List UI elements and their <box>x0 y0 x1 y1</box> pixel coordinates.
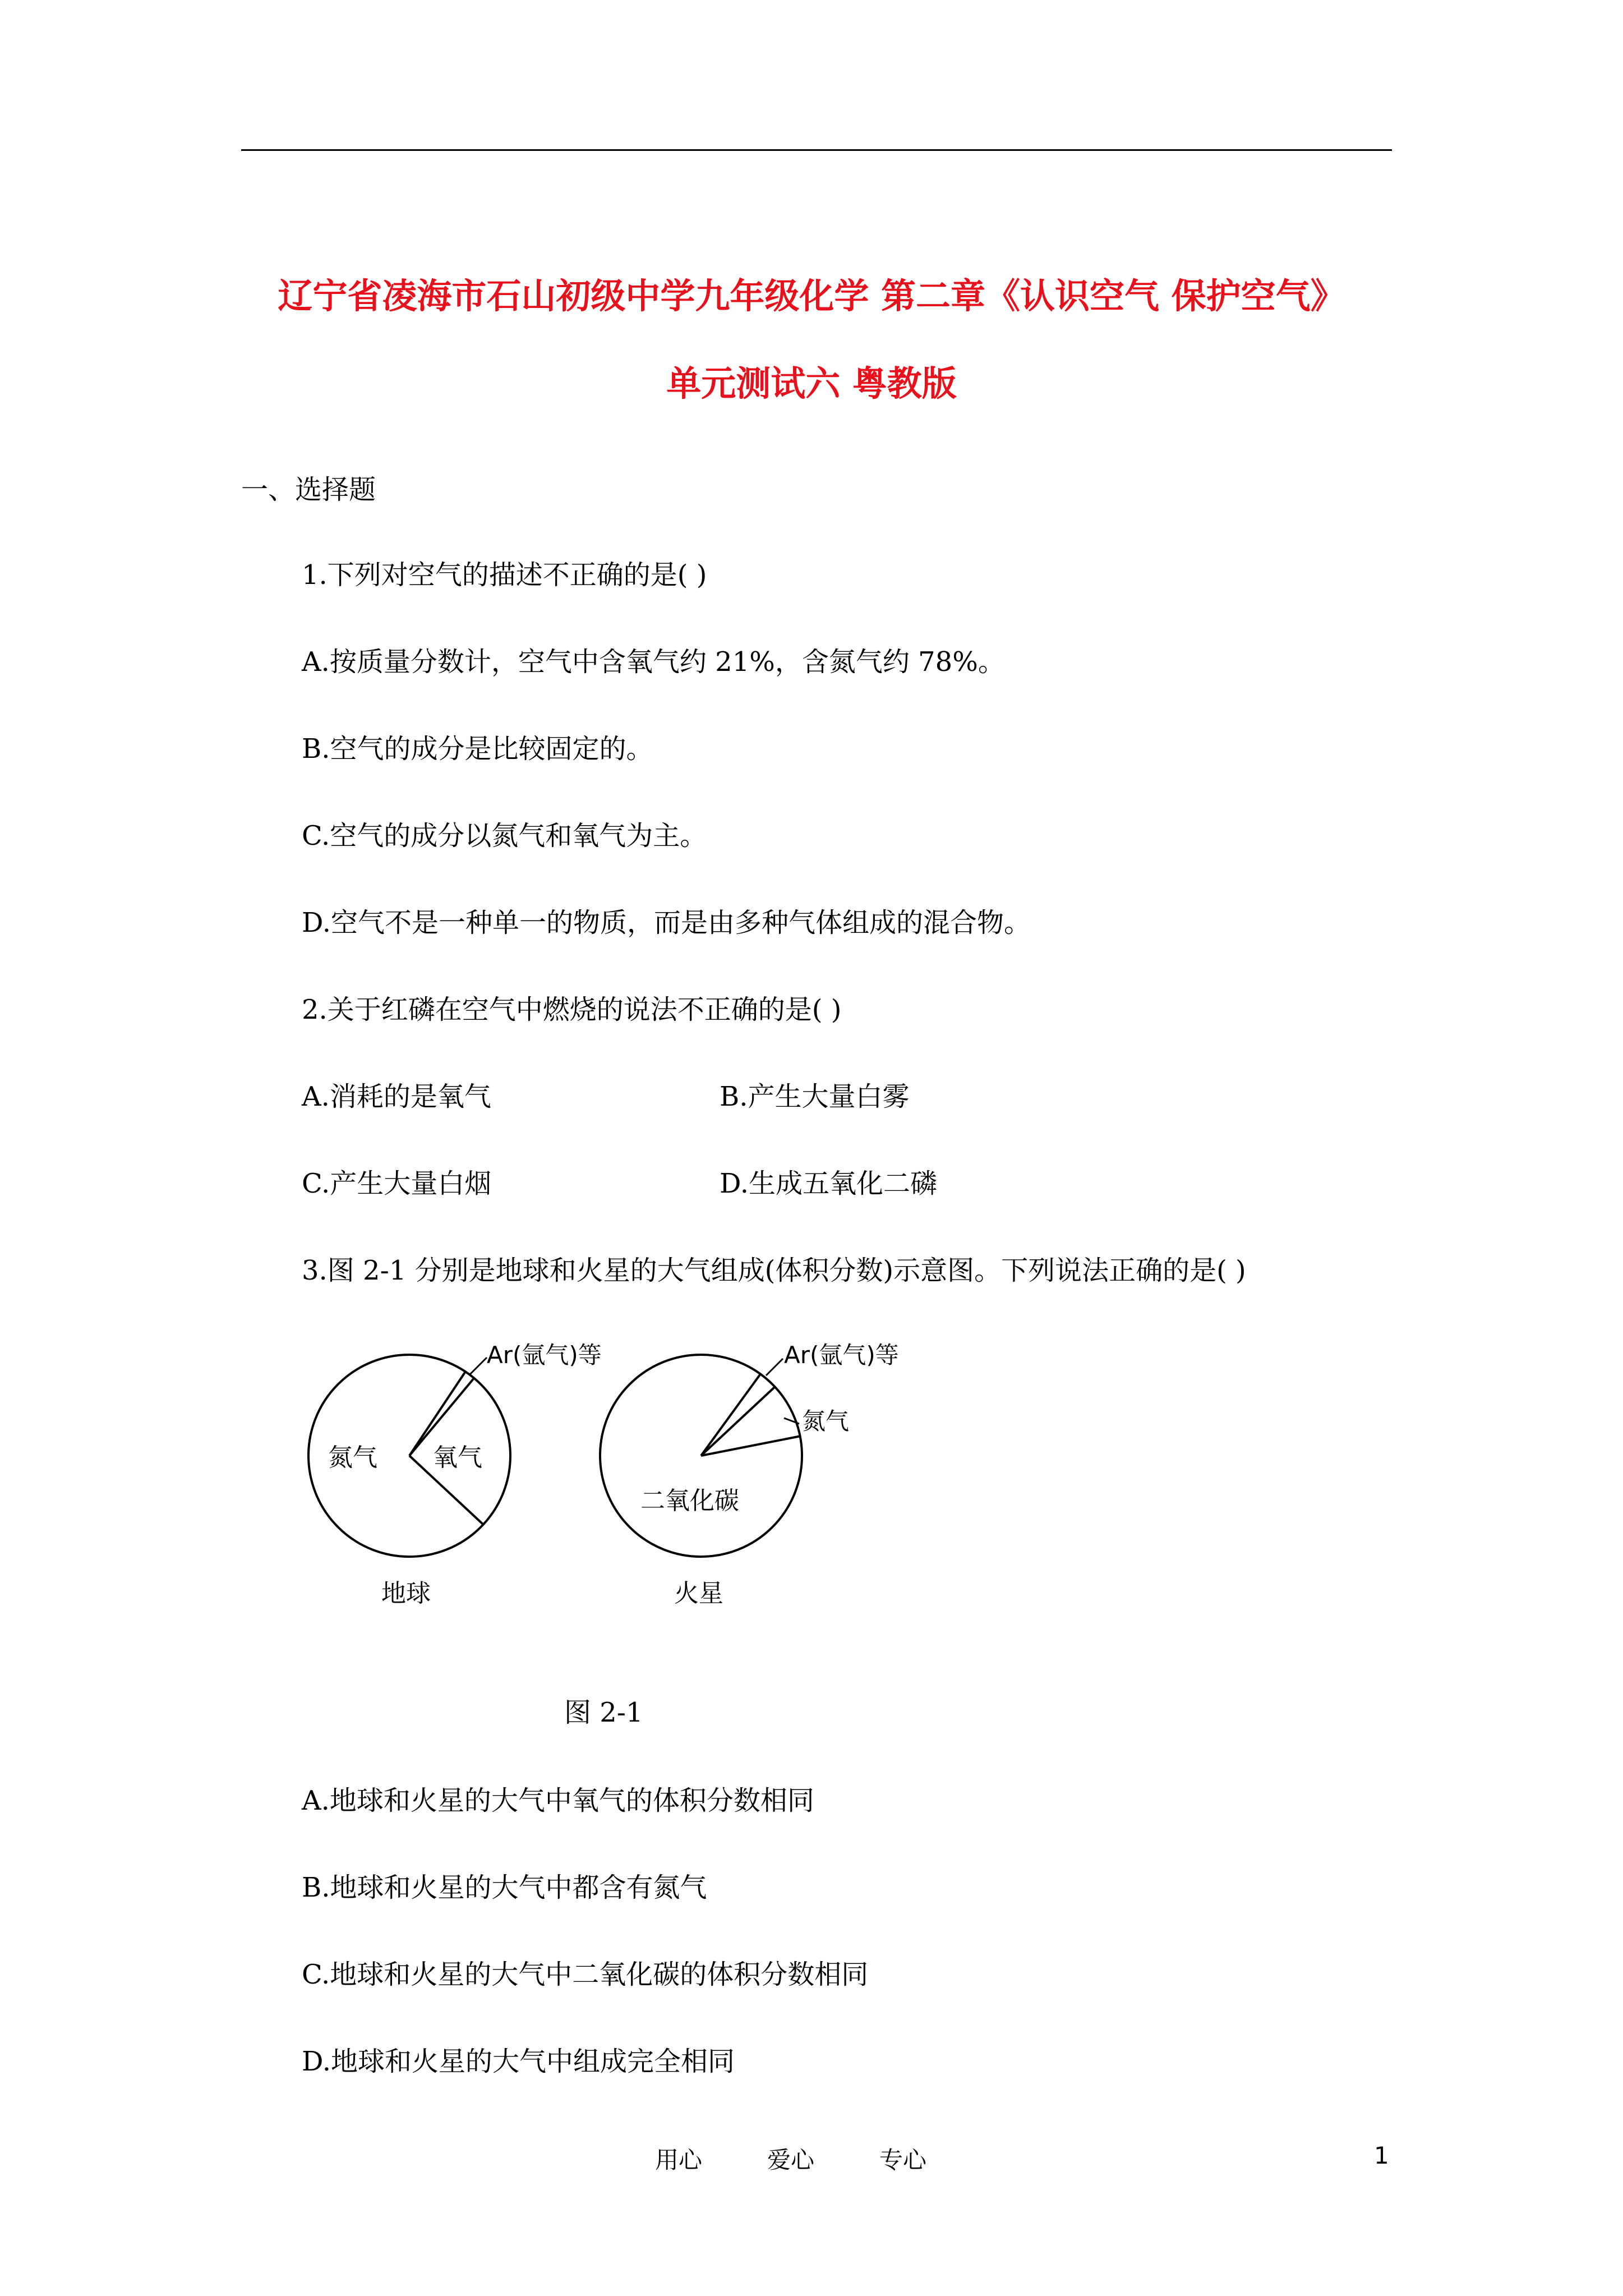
mars-label-co2: 二氧化碳 <box>640 1487 739 1515</box>
mars-pie <box>600 1341 899 1608</box>
earth-argon-leader <box>470 1358 487 1374</box>
question-3-option-c: C.地球和火星的大气中二氧化碳的体积分数相同 <box>302 1959 869 1990</box>
header-rule <box>241 149 1392 151</box>
document-title-line2: 单元测试六 粤教版 <box>666 363 957 404</box>
question-1-option-c: C.空气的成分以氮气和氧气为主。 <box>302 820 707 852</box>
mars-slice-divider-2 <box>701 1387 775 1456</box>
question-1-option-a: A.按质量分数计，空气中含氧气约 21%，含氮气约 78%。 <box>302 646 1005 678</box>
page-number: 1 <box>1374 2142 1389 2169</box>
question-3-option-b: B.地球和火星的大气中都含有氮气 <box>302 1872 707 1903</box>
question-2-stem: 2.关于红磷在空气中燃烧的说法不正确的是( ) <box>302 994 842 1025</box>
question-2-option-d: D.生成五氧化二磷 <box>720 1168 938 1199</box>
earth-caption: 地球 <box>381 1579 431 1608</box>
mars-argon-leader <box>766 1359 783 1375</box>
question-3-stem: 3.图 2-1 分别是地球和火星的大气组成(体积分数)示意图。下列说法正确的是( ) <box>302 1255 1246 1286</box>
section-heading: 一、选择题 <box>241 474 376 505</box>
question-2-option-a: A.消耗的是氧气 <box>302 1081 491 1112</box>
atmosphere-pie-figure <box>297 1335 970 1627</box>
question-3-option-a: A.地球和火星的大气中氧气的体积分数相同 <box>302 1785 814 1816</box>
question-3-option-d: D.地球和火星的大气中组成完全相同 <box>302 2046 735 2077</box>
earth-pie <box>308 1341 602 1608</box>
question-1-option-d: D.空气不是一种单一的物质，而是由多种气体组成的混合物。 <box>302 907 1031 938</box>
earth-label-nitrogen: 氮气 <box>328 1443 377 1472</box>
mars-slice-divider-3 <box>701 1436 801 1456</box>
mars-slice-divider-1 <box>701 1373 761 1456</box>
footer-motto-2: 爱心 <box>767 2146 815 2174</box>
document-title-line1: 辽宁省凌海市石山初级中学九年级化学 第二章《认识空气 保护空气》 <box>278 275 1345 316</box>
mars-label-argon: Ar(氩气)等 <box>784 1341 899 1369</box>
footer-motto-1: 用心 <box>655 2146 703 2174</box>
question-2-option-c: C.产生大量白烟 <box>302 1168 492 1199</box>
mars-caption: 火星 <box>674 1579 723 1608</box>
figure-label: 图 2-1 <box>564 1697 643 1728</box>
mars-label-nitrogen: 氮气 <box>802 1407 850 1435</box>
earth-label-argon: Ar(氩气)等 <box>487 1341 602 1369</box>
question-1-stem: 1.下列对空气的描述不正确的是( ) <box>302 559 707 591</box>
question-2-option-b: B.产生大量白雾 <box>720 1081 910 1112</box>
footer-motto-3: 专心 <box>879 2146 927 2174</box>
question-1-option-b: B.空气的成分是比较固定的。 <box>302 733 653 765</box>
earth-label-oxygen: 氧气 <box>433 1443 482 1472</box>
